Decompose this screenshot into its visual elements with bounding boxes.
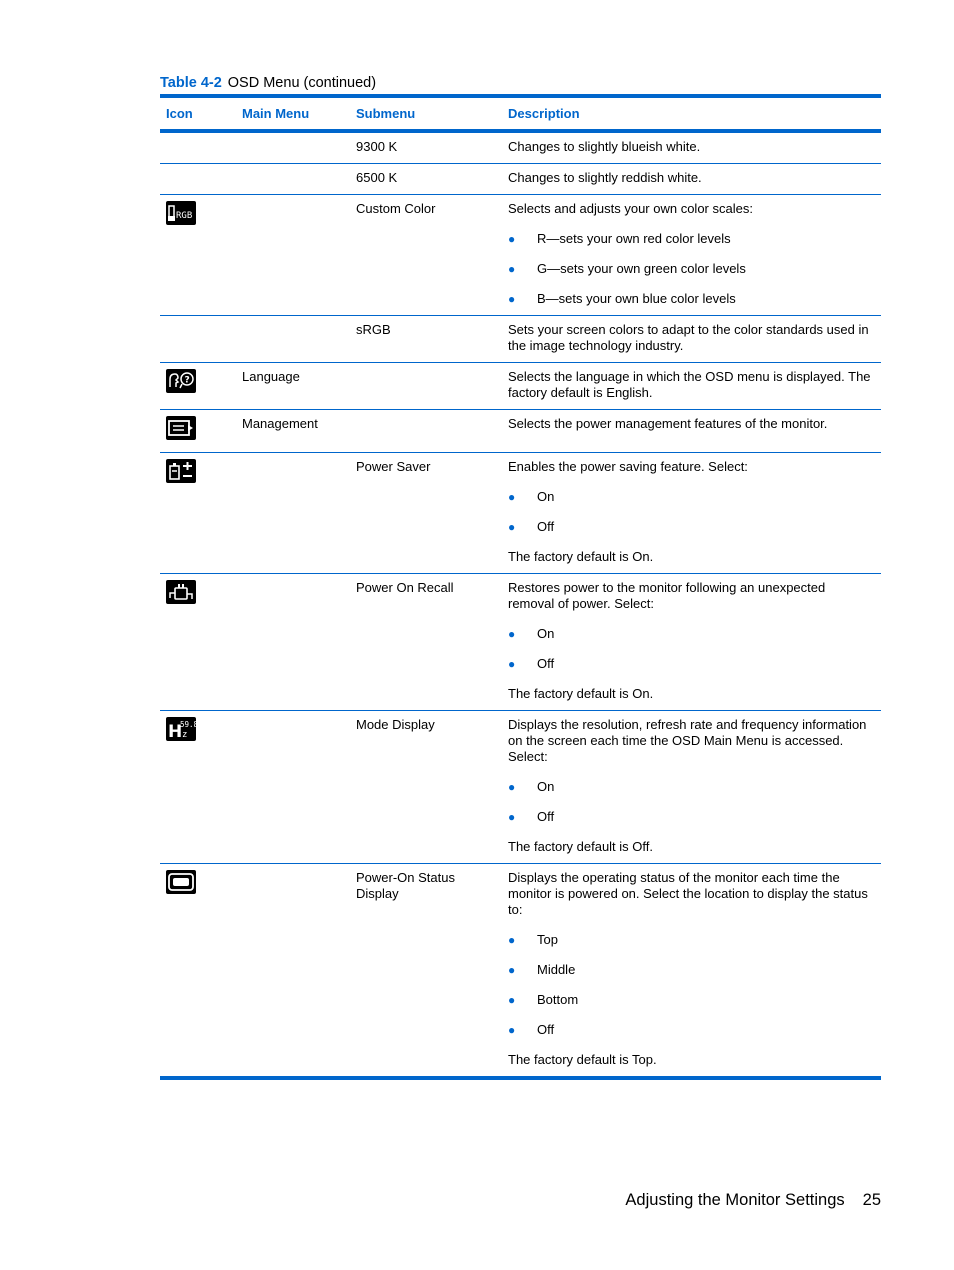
list-item: ● On bbox=[508, 779, 555, 794]
list-item: ● On bbox=[508, 489, 555, 504]
table-row bbox=[160, 316, 881, 363]
submenu-cell: 6500 K bbox=[356, 170, 398, 185]
factory-default-text: The factory default is On. bbox=[508, 549, 654, 564]
list-item: ● Off bbox=[508, 519, 555, 534]
main-menu-cell bbox=[236, 864, 350, 1076]
submenu-cell: Power On Recall bbox=[356, 580, 454, 595]
description-cell bbox=[502, 133, 881, 163]
description-text: Changes to slightly reddish white. bbox=[508, 170, 702, 185]
submenu-cell: 9300 K bbox=[356, 139, 398, 154]
svg-text:59.8: 59.8 bbox=[180, 720, 199, 729]
description-text: Restores power to the monitor following an unexpected removal of power. Select: bbox=[508, 580, 826, 611]
management-icon bbox=[166, 416, 196, 440]
description-cell bbox=[502, 711, 881, 863]
power-on-recall-icon bbox=[166, 580, 196, 604]
table-row bbox=[160, 133, 881, 164]
header-icon: Icon bbox=[166, 106, 193, 121]
list-item: ● R—sets your own red color levels bbox=[508, 231, 731, 246]
description-text: Selects the power management features of the monitor. bbox=[508, 416, 828, 431]
table-row bbox=[160, 864, 881, 1076]
bullet-icon: ● bbox=[508, 1023, 516, 1037]
submenu-cell: sRGB bbox=[356, 322, 391, 337]
list-item: ● G—sets your own green color levels bbox=[508, 261, 746, 276]
submenu-cell bbox=[350, 363, 502, 409]
custom-color-rgb-icon bbox=[166, 201, 196, 225]
list-item: ● Top bbox=[508, 932, 558, 947]
mode-display-icon bbox=[166, 717, 199, 742]
svg-text:RGB: RGB bbox=[176, 211, 193, 221]
factory-default-text: The factory default is Top. bbox=[508, 1052, 657, 1067]
bullet-icon: ● bbox=[508, 810, 516, 824]
list-item: ● Bottom bbox=[508, 992, 579, 1007]
bullet-icon: ● bbox=[508, 292, 516, 306]
factory-default-text: The factory default is Off. bbox=[508, 839, 653, 854]
main-menu-cell bbox=[236, 453, 350, 573]
description-cell bbox=[502, 164, 881, 194]
table-number: Table 4-2 bbox=[160, 75, 222, 91]
bullet-icon: ● bbox=[508, 232, 516, 246]
submenu-cell: Power Saver bbox=[356, 459, 431, 474]
table-row bbox=[160, 410, 881, 453]
list-item: ● Off bbox=[508, 656, 555, 671]
description-cell bbox=[502, 574, 881, 710]
description-text: Enables the power saving feature. Select: bbox=[508, 459, 748, 474]
description-text: Selects and adjusts your own color scales: bbox=[508, 201, 753, 216]
table-row bbox=[160, 195, 881, 316]
main-menu-cell: Management bbox=[242, 416, 318, 431]
description-cell bbox=[502, 363, 881, 409]
main-menu-cell bbox=[236, 574, 350, 710]
description-cell bbox=[502, 195, 881, 315]
table-title: OSD Menu (continued) bbox=[227, 75, 377, 91]
svg-text:z: z bbox=[182, 730, 188, 740]
main-menu-cell bbox=[236, 133, 350, 163]
table-row bbox=[160, 164, 881, 195]
page-number: 25 bbox=[862, 1191, 881, 1209]
list-item: ● Middle bbox=[508, 962, 576, 977]
factory-default-text: The factory default is On. bbox=[508, 686, 654, 701]
description-text: Selects the language in which the OSD menu is displayed. The factory default is English. bbox=[508, 369, 871, 400]
header-description: Description bbox=[508, 106, 580, 121]
table-row bbox=[160, 711, 881, 864]
bullet-icon: ● bbox=[508, 490, 516, 504]
main-menu-cell bbox=[236, 711, 350, 863]
description-text: Sets your screen colors to adapt to the color standards used in the image technology industry. bbox=[508, 322, 869, 353]
bullet-icon: ● bbox=[508, 780, 516, 794]
table-row bbox=[160, 574, 881, 711]
page-footer bbox=[625, 1191, 881, 1210]
description-text: Changes to slightly blueish white. bbox=[508, 139, 701, 154]
submenu-cell: Custom Color bbox=[356, 201, 436, 216]
bullet-icon: ● bbox=[508, 993, 516, 1007]
main-menu-cell bbox=[236, 316, 350, 362]
bullet-icon: ● bbox=[508, 963, 516, 977]
bullet-icon: ● bbox=[508, 627, 516, 641]
header-main-menu: Main Menu bbox=[242, 106, 310, 121]
description-cell bbox=[502, 453, 881, 573]
svg-text:H: H bbox=[168, 722, 183, 742]
description-cell bbox=[502, 864, 881, 1076]
bullet-icon: ● bbox=[508, 262, 516, 276]
header-submenu: Submenu bbox=[356, 106, 416, 121]
description-text: Displays the resolution, refresh rate and frequency information on the screen each time the OSD Main Menu is accessed. Select: bbox=[508, 717, 867, 764]
submenu-cell: Power-On Status Display bbox=[356, 870, 455, 901]
main-menu-cell: Language bbox=[242, 369, 300, 384]
power-saver-icon bbox=[166, 459, 196, 483]
submenu-cell: Mode Display bbox=[356, 717, 435, 732]
description-cell bbox=[502, 410, 881, 452]
description-text: Displays the operating status of the monitor each time the monitor is powered on. Select the location to display the status to: bbox=[508, 870, 868, 917]
table-row bbox=[160, 453, 881, 574]
language-icon bbox=[166, 369, 196, 393]
table-caption bbox=[160, 75, 376, 91]
table-header bbox=[160, 98, 881, 133]
osd-menu-table bbox=[160, 94, 881, 1080]
table-row bbox=[160, 363, 881, 410]
list-item: ● On bbox=[508, 626, 555, 641]
svg-text:?: ? bbox=[184, 375, 190, 386]
main-menu-cell bbox=[236, 164, 350, 194]
bullet-icon: ● bbox=[508, 520, 516, 534]
submenu-cell bbox=[350, 410, 502, 452]
main-menu-cell bbox=[236, 195, 350, 315]
description-cell bbox=[502, 316, 881, 362]
power-on-status-icon bbox=[166, 870, 196, 894]
list-item: ● Off bbox=[508, 809, 555, 824]
bullet-icon: ● bbox=[508, 933, 516, 947]
bullet-icon: ● bbox=[508, 657, 516, 671]
footer-section-title: Adjusting the Monitor Settings bbox=[625, 1191, 845, 1209]
list-item: ● Off bbox=[508, 1022, 555, 1037]
list-item: ● B—sets your own blue color levels bbox=[508, 291, 736, 306]
